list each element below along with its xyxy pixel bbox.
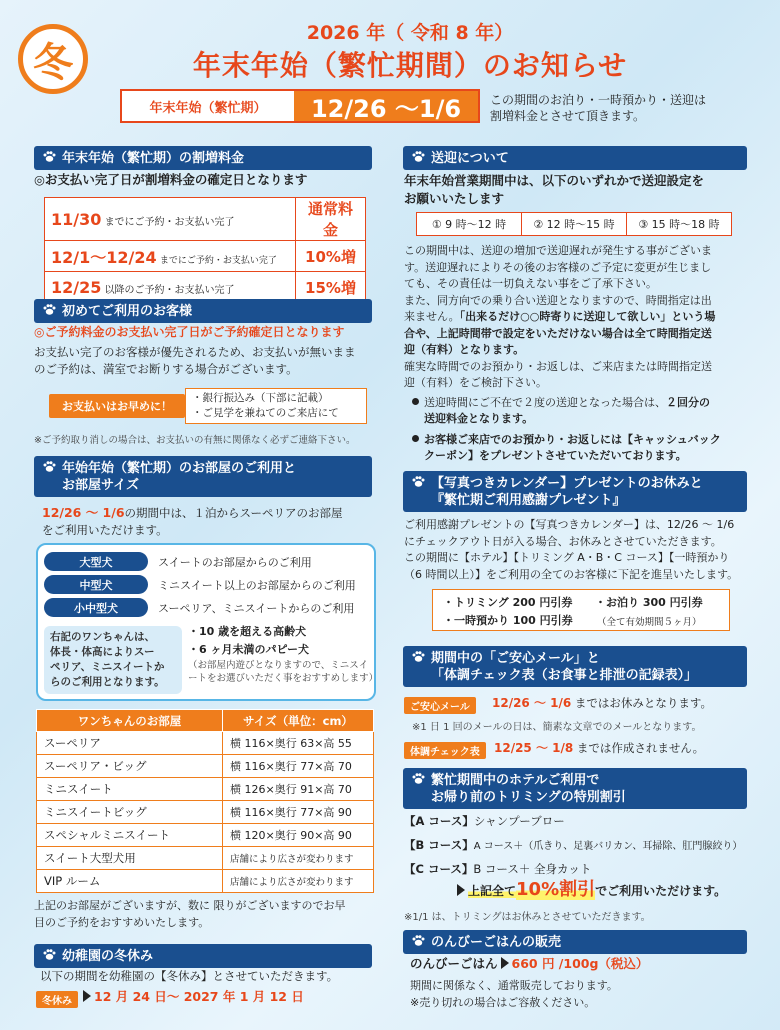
section-title: 年末年始（繁忙期）の割増料金 bbox=[62, 151, 245, 166]
room-size: 店舗により広さが変わります bbox=[223, 847, 374, 870]
bullet-text: クーポン】をプレゼントさせていただいております。 bbox=[424, 449, 687, 462]
food-price: 660 円 /100g（税込） bbox=[511, 956, 649, 971]
body-line: お支払い完了のお客様が優先されるため、お支払いが無いまま bbox=[34, 345, 356, 359]
course-c bbox=[404, 861, 591, 878]
winter-break-tag: 冬休み bbox=[36, 991, 78, 1008]
body-line: をご利用いただけます。 bbox=[42, 522, 168, 537]
body-line: す。送迎遅れによりその後のお客様のご予定に変更が生じまし bbox=[404, 260, 712, 274]
dog-row bbox=[44, 575, 356, 594]
section-title: 【写真つきカレンダー】プレゼントのお休みと bbox=[431, 476, 703, 491]
pay-methods bbox=[185, 388, 367, 424]
gift-box bbox=[432, 589, 730, 631]
body-line: 期間に関係なく、通常販売しております。 bbox=[410, 979, 618, 992]
gift-note: （全て有効期間５ヶ月） bbox=[597, 617, 702, 628]
caret-icon bbox=[501, 957, 509, 969]
bullet-text: 送迎時間にご不在で２度の送迎となった場合は、 bbox=[424, 396, 666, 409]
period-label: 年末年始（繁忙期） bbox=[149, 100, 267, 116]
course-text: B コース＋ 全身カット bbox=[473, 862, 592, 876]
body-line: の期間中は、１泊からスーペリアのお部屋 bbox=[124, 506, 343, 520]
transport-bullet-2 bbox=[412, 432, 757, 464]
section-title: お帰り前のトリミングの特別割引 bbox=[431, 790, 626, 805]
section-title: お部屋サイズ bbox=[62, 478, 139, 493]
dog-note-line: 右記のワンちゃんは、 bbox=[50, 631, 155, 643]
rate-value: 15%増 bbox=[296, 272, 366, 303]
cancel-note: ※ご予約取り消しの場合は、お支払いの有無に関係なく必ずご連絡下さい。 bbox=[34, 435, 356, 446]
bullet-icon bbox=[412, 435, 419, 442]
rate-desc-text: までにご予約・お支払い完了 bbox=[159, 255, 277, 266]
table-row bbox=[45, 272, 366, 303]
paw-icon bbox=[411, 149, 426, 164]
offer-text: 上記全て bbox=[468, 884, 517, 898]
body-bold: 迎（有料）となります。 bbox=[404, 343, 525, 356]
health-check-tag: 体調チェック表 bbox=[404, 742, 486, 759]
body-bold: 「出来るだけ○○時寄りに送迎して欲しい」という場 bbox=[459, 310, 716, 323]
offer-percent: 10%割引 bbox=[516, 879, 596, 900]
table-row bbox=[37, 732, 374, 755]
section-title: 期間中の「ご安心メール」と bbox=[431, 651, 600, 666]
section-title: 初めてご利用のお客様 bbox=[62, 304, 193, 319]
dog-point: ・6 ヶ月未満のパピー犬 bbox=[188, 643, 310, 656]
gift-item: ・トリミング 200 円引券 bbox=[443, 596, 573, 609]
period-box bbox=[120, 89, 480, 123]
dog-note-line: らのご利用となります。 bbox=[50, 676, 165, 688]
body-line: のご予約は、満室でお断りする場合がございます。 bbox=[34, 361, 298, 376]
caret-icon bbox=[457, 884, 465, 896]
pay-method: ・ご見学を兼ねてのご来店にて bbox=[192, 407, 339, 419]
body-line: 確実な時間でのお預かり・お返しは、ご来店または時間指定送 bbox=[404, 359, 712, 373]
time-slot: ③ 15 時～18 時 bbox=[638, 218, 720, 231]
trimming-note: ※1/1 は、トリミングはお休みとさせていただきます。 bbox=[404, 912, 651, 923]
section-title: のんびーごはんの販売 bbox=[431, 935, 562, 950]
rate-desc bbox=[45, 272, 296, 303]
table-row bbox=[37, 801, 374, 824]
table-row bbox=[37, 755, 374, 778]
course-label: 【B コース】 bbox=[404, 838, 474, 852]
period-note-line: この期間のお泊り・一時預かり・送迎は bbox=[490, 93, 707, 107]
course-text: A コース＋（爪きり、足裏バリカン、耳掃除、肛門腺絞り） bbox=[473, 841, 743, 852]
period-note bbox=[490, 92, 760, 124]
table-row bbox=[45, 241, 366, 272]
dog-note-line: ペリア、ミニスイートか bbox=[50, 661, 165, 673]
trimming-offer bbox=[454, 879, 726, 902]
logo-char: 冬 bbox=[33, 39, 73, 86]
section-food bbox=[403, 930, 747, 954]
dog-row bbox=[44, 598, 354, 617]
room-name: スイート大型犬用 bbox=[37, 847, 223, 870]
section-title: 年始年始（繁忙期）のお部屋のご利用と bbox=[62, 461, 297, 476]
section-mail bbox=[403, 646, 747, 687]
paw-icon bbox=[411, 933, 426, 948]
body-line: ※売り切れの場合はご容赦ください。 bbox=[410, 995, 596, 1009]
body-line: 来ません。 bbox=[404, 310, 460, 323]
surcharge-table bbox=[44, 197, 366, 303]
room-name: スペシャルミニスイート bbox=[37, 824, 223, 847]
rate-desc-text: 以降のご予約・お支払い完了 bbox=[104, 284, 235, 296]
rate-desc-text: までにご予約・お支払い完了 bbox=[104, 216, 235, 228]
period-note-line: 割増料金とさせて頂きます。 bbox=[490, 109, 646, 123]
paw-icon bbox=[42, 302, 57, 317]
rooms-footer bbox=[34, 898, 379, 931]
body-bold: 合や、上記時間帯で設定をいただけない場合は全て時間指定送 bbox=[404, 326, 712, 340]
body-line: また、同方向での乗り合い送迎となりますので、時間指定は出 bbox=[404, 293, 712, 307]
course-label: 【A コース】 bbox=[404, 814, 474, 828]
section-surcharge bbox=[34, 146, 372, 170]
relief-mail-tag: ご安心メール bbox=[404, 697, 476, 714]
food-name: のんびーごはん bbox=[410, 956, 498, 971]
dog-note bbox=[44, 626, 182, 694]
rooms-intro bbox=[42, 505, 377, 538]
table-header bbox=[37, 710, 374, 732]
course-text: シャンプーブロー bbox=[473, 814, 565, 828]
rate-date: 12/25 bbox=[51, 277, 102, 297]
lead-line: 年末年始営業期間中は、以下のいずれかで送迎設定を bbox=[404, 173, 705, 188]
room-name: ミニスイートビッグ bbox=[37, 801, 223, 824]
room-name: スーペリア bbox=[37, 732, 223, 755]
paw-icon bbox=[42, 149, 57, 164]
course-b bbox=[404, 837, 754, 856]
surcharge-lead: ◎お支払い完了日が割増料金の確定日となります bbox=[34, 172, 308, 187]
room-size: 横 126×奥行 91×高 70 bbox=[223, 778, 374, 801]
dog-point-note: （お部屋内遊びとなりますので、ミニスイ bbox=[188, 660, 369, 671]
room-name: ミニスイート bbox=[37, 778, 223, 801]
body-line: この期間に【ホテル】【トリミング A・B・C コース】【一時預かり bbox=[404, 551, 730, 564]
dog-note-line: 体長・体高によりスー bbox=[50, 646, 155, 658]
paw-icon bbox=[42, 947, 57, 962]
transport-lead bbox=[404, 172, 704, 208]
lead-line: お願いいたします bbox=[404, 191, 505, 206]
winter-break-dates bbox=[80, 989, 304, 1006]
room-name: VIP ルーム bbox=[37, 870, 223, 893]
section-calendar bbox=[403, 471, 747, 512]
dog-points bbox=[188, 623, 379, 685]
room-size: 横 116×奥行 77×高 90 bbox=[223, 801, 374, 824]
dog-size-box bbox=[36, 543, 379, 701]
calendar-body bbox=[404, 517, 754, 583]
relief-mail-line bbox=[492, 695, 712, 712]
transport-body bbox=[404, 243, 754, 392]
body-line: までは作成されません。 bbox=[576, 741, 705, 755]
section-title: 幼稚園の冬休み bbox=[62, 949, 154, 964]
winter-logo bbox=[18, 24, 88, 94]
section-rooms bbox=[34, 456, 372, 497]
dog-row bbox=[44, 552, 312, 571]
gift-item: ・一時預かり 100 円引券 bbox=[443, 614, 573, 627]
body-line: にチェックアウト日が入る場合、お休みとさせていただきます。 bbox=[404, 534, 722, 548]
section-title: 送迎について bbox=[431, 151, 509, 166]
dog-point: ・10 歳を超える高齢犬 bbox=[188, 625, 307, 638]
rate-desc bbox=[45, 198, 296, 241]
body-line: まではお休みとなります。 bbox=[574, 696, 712, 710]
gift-item: ・お泊り 300 円引券 bbox=[595, 596, 703, 609]
food-info bbox=[410, 978, 618, 1011]
body-line: 上記のお部屋がございますが、数に 限りがございますのでお早 bbox=[34, 899, 346, 912]
paw-icon bbox=[411, 474, 426, 489]
section-trimming bbox=[403, 768, 747, 809]
dog-size-pill: 大型犬 bbox=[44, 552, 148, 571]
section-first-time bbox=[34, 299, 372, 323]
bullet-bold: ２回分の bbox=[666, 396, 710, 409]
section-title: 『繁忙期ご利用感謝プレゼント』 bbox=[431, 493, 626, 508]
mail-note: ※1 日 1 回のメールの日は、簡素な文章でのメールとなります。 bbox=[412, 722, 702, 733]
rate-desc bbox=[45, 241, 296, 272]
rate-date: 11/30 bbox=[51, 209, 102, 229]
rooms-dates: 12/26 ～ 1/6 bbox=[42, 505, 125, 520]
room-name: スーペリア・ビッグ bbox=[37, 755, 223, 778]
time-slot: ② 12 時～15 時 bbox=[522, 213, 627, 235]
bullet-bold: 送迎料金となります。 bbox=[424, 412, 534, 425]
paw-icon bbox=[411, 771, 426, 786]
paw-icon bbox=[411, 649, 426, 664]
bullet-icon bbox=[412, 398, 419, 405]
rate-date: 12/1～12/24 bbox=[51, 247, 157, 267]
food-price-line bbox=[410, 956, 648, 973]
dog-size-pill: 中型犬 bbox=[44, 575, 148, 594]
table-row bbox=[37, 778, 374, 801]
dog-size-pill: 小中型犬 bbox=[44, 598, 148, 617]
rate-value: 通常料金 bbox=[296, 198, 366, 241]
rate-value: 10%増 bbox=[296, 241, 366, 272]
body-line: ご利用感謝プレゼントの【写真つきカレンダー】は、12/26 ～ 1/6 bbox=[404, 518, 735, 531]
body-line: この期間中は、送迎の増加で送迎遅れが発生する事がございま bbox=[404, 244, 712, 257]
room-size: 横 116×奥行 63×高 55 bbox=[223, 732, 374, 755]
bullet-text: お客様ご来店でのお預かり・お返しには【キャッシュバック bbox=[424, 433, 721, 446]
dog-room-text: スイートのお部屋からのご利用 bbox=[158, 555, 312, 569]
first-time-lead: ◎ご予約料金のお支払い完了日がご予約確定日となります bbox=[34, 325, 345, 339]
table-row bbox=[37, 847, 374, 870]
section-transport bbox=[403, 146, 747, 170]
time-slot: ① 9 時～12 時 bbox=[417, 213, 522, 235]
dog-room-text: ミニスイート以上のお部屋からのご利用 bbox=[158, 578, 356, 592]
room-size: 店舗により広さが変わります bbox=[223, 870, 374, 893]
section-title: 繁忙期間中のホテルご利用で bbox=[431, 773, 600, 788]
table-row bbox=[37, 870, 374, 893]
paw-icon bbox=[42, 459, 57, 474]
dates-text: 12/25 ～ 1/8 bbox=[494, 741, 574, 755]
first-time-body bbox=[34, 344, 379, 377]
dog-point-note: ートをお選びいただく事をおすすめします） bbox=[188, 673, 379, 684]
column-header: サイズ（単位：cm） bbox=[223, 710, 374, 732]
body-line: （6 時間以上）】をご利用の全てのお客様に下記を進呈いたします。 bbox=[404, 567, 739, 581]
dates-text: 12/26 ～ 1/6 bbox=[492, 696, 572, 710]
pay-early-badge: お支払いはお早めに！ bbox=[49, 394, 185, 418]
table-row bbox=[37, 824, 374, 847]
body-line: 目のご予約をおすすめいたします。 bbox=[34, 915, 210, 929]
transport-bullet-1 bbox=[412, 395, 752, 427]
column-header: ワンちゃんのお部屋 bbox=[37, 710, 223, 732]
course-a bbox=[404, 813, 565, 830]
course-label: 【C コース】 bbox=[404, 862, 474, 876]
kindergarten-body: 以下の期間を幼稚園の【冬休み】とさせていただきます。 bbox=[40, 969, 339, 983]
room-size: 横 116×奥行 77×高 70 bbox=[223, 755, 374, 778]
dates-text: 12 月 24 日～ 2027 年 1 月 12 日 bbox=[94, 989, 304, 1004]
offer-text: でご利用いただけます。 bbox=[595, 884, 727, 898]
page-title: 年末年始（繁忙期間）のお知らせ bbox=[192, 49, 628, 82]
room-size: 横 120×奥行 90×高 90 bbox=[223, 824, 374, 847]
pay-method: ・銀行振込み（下部に記載） bbox=[192, 392, 329, 404]
health-check-line bbox=[494, 740, 704, 757]
section-title: 「体調チェック表（お食事と排泄の記録表）」 bbox=[431, 668, 698, 683]
time-slots bbox=[416, 212, 732, 236]
room-size-table bbox=[36, 709, 374, 893]
body-line: 迎（有料）をご検討下さい。 bbox=[404, 376, 547, 389]
section-kindergarten bbox=[34, 944, 372, 968]
period-dates: 12/26 ～1/6 bbox=[294, 91, 478, 121]
table-row bbox=[45, 198, 366, 241]
year-line: 2026 年（ 令和 8 年） bbox=[306, 22, 514, 44]
dog-room-text: スーペリア、ミニスイートからのご利用 bbox=[158, 601, 355, 615]
caret-icon bbox=[83, 990, 91, 1002]
body-line: ても、その責任は一切負えない事をご了承下さい。 bbox=[404, 277, 657, 290]
